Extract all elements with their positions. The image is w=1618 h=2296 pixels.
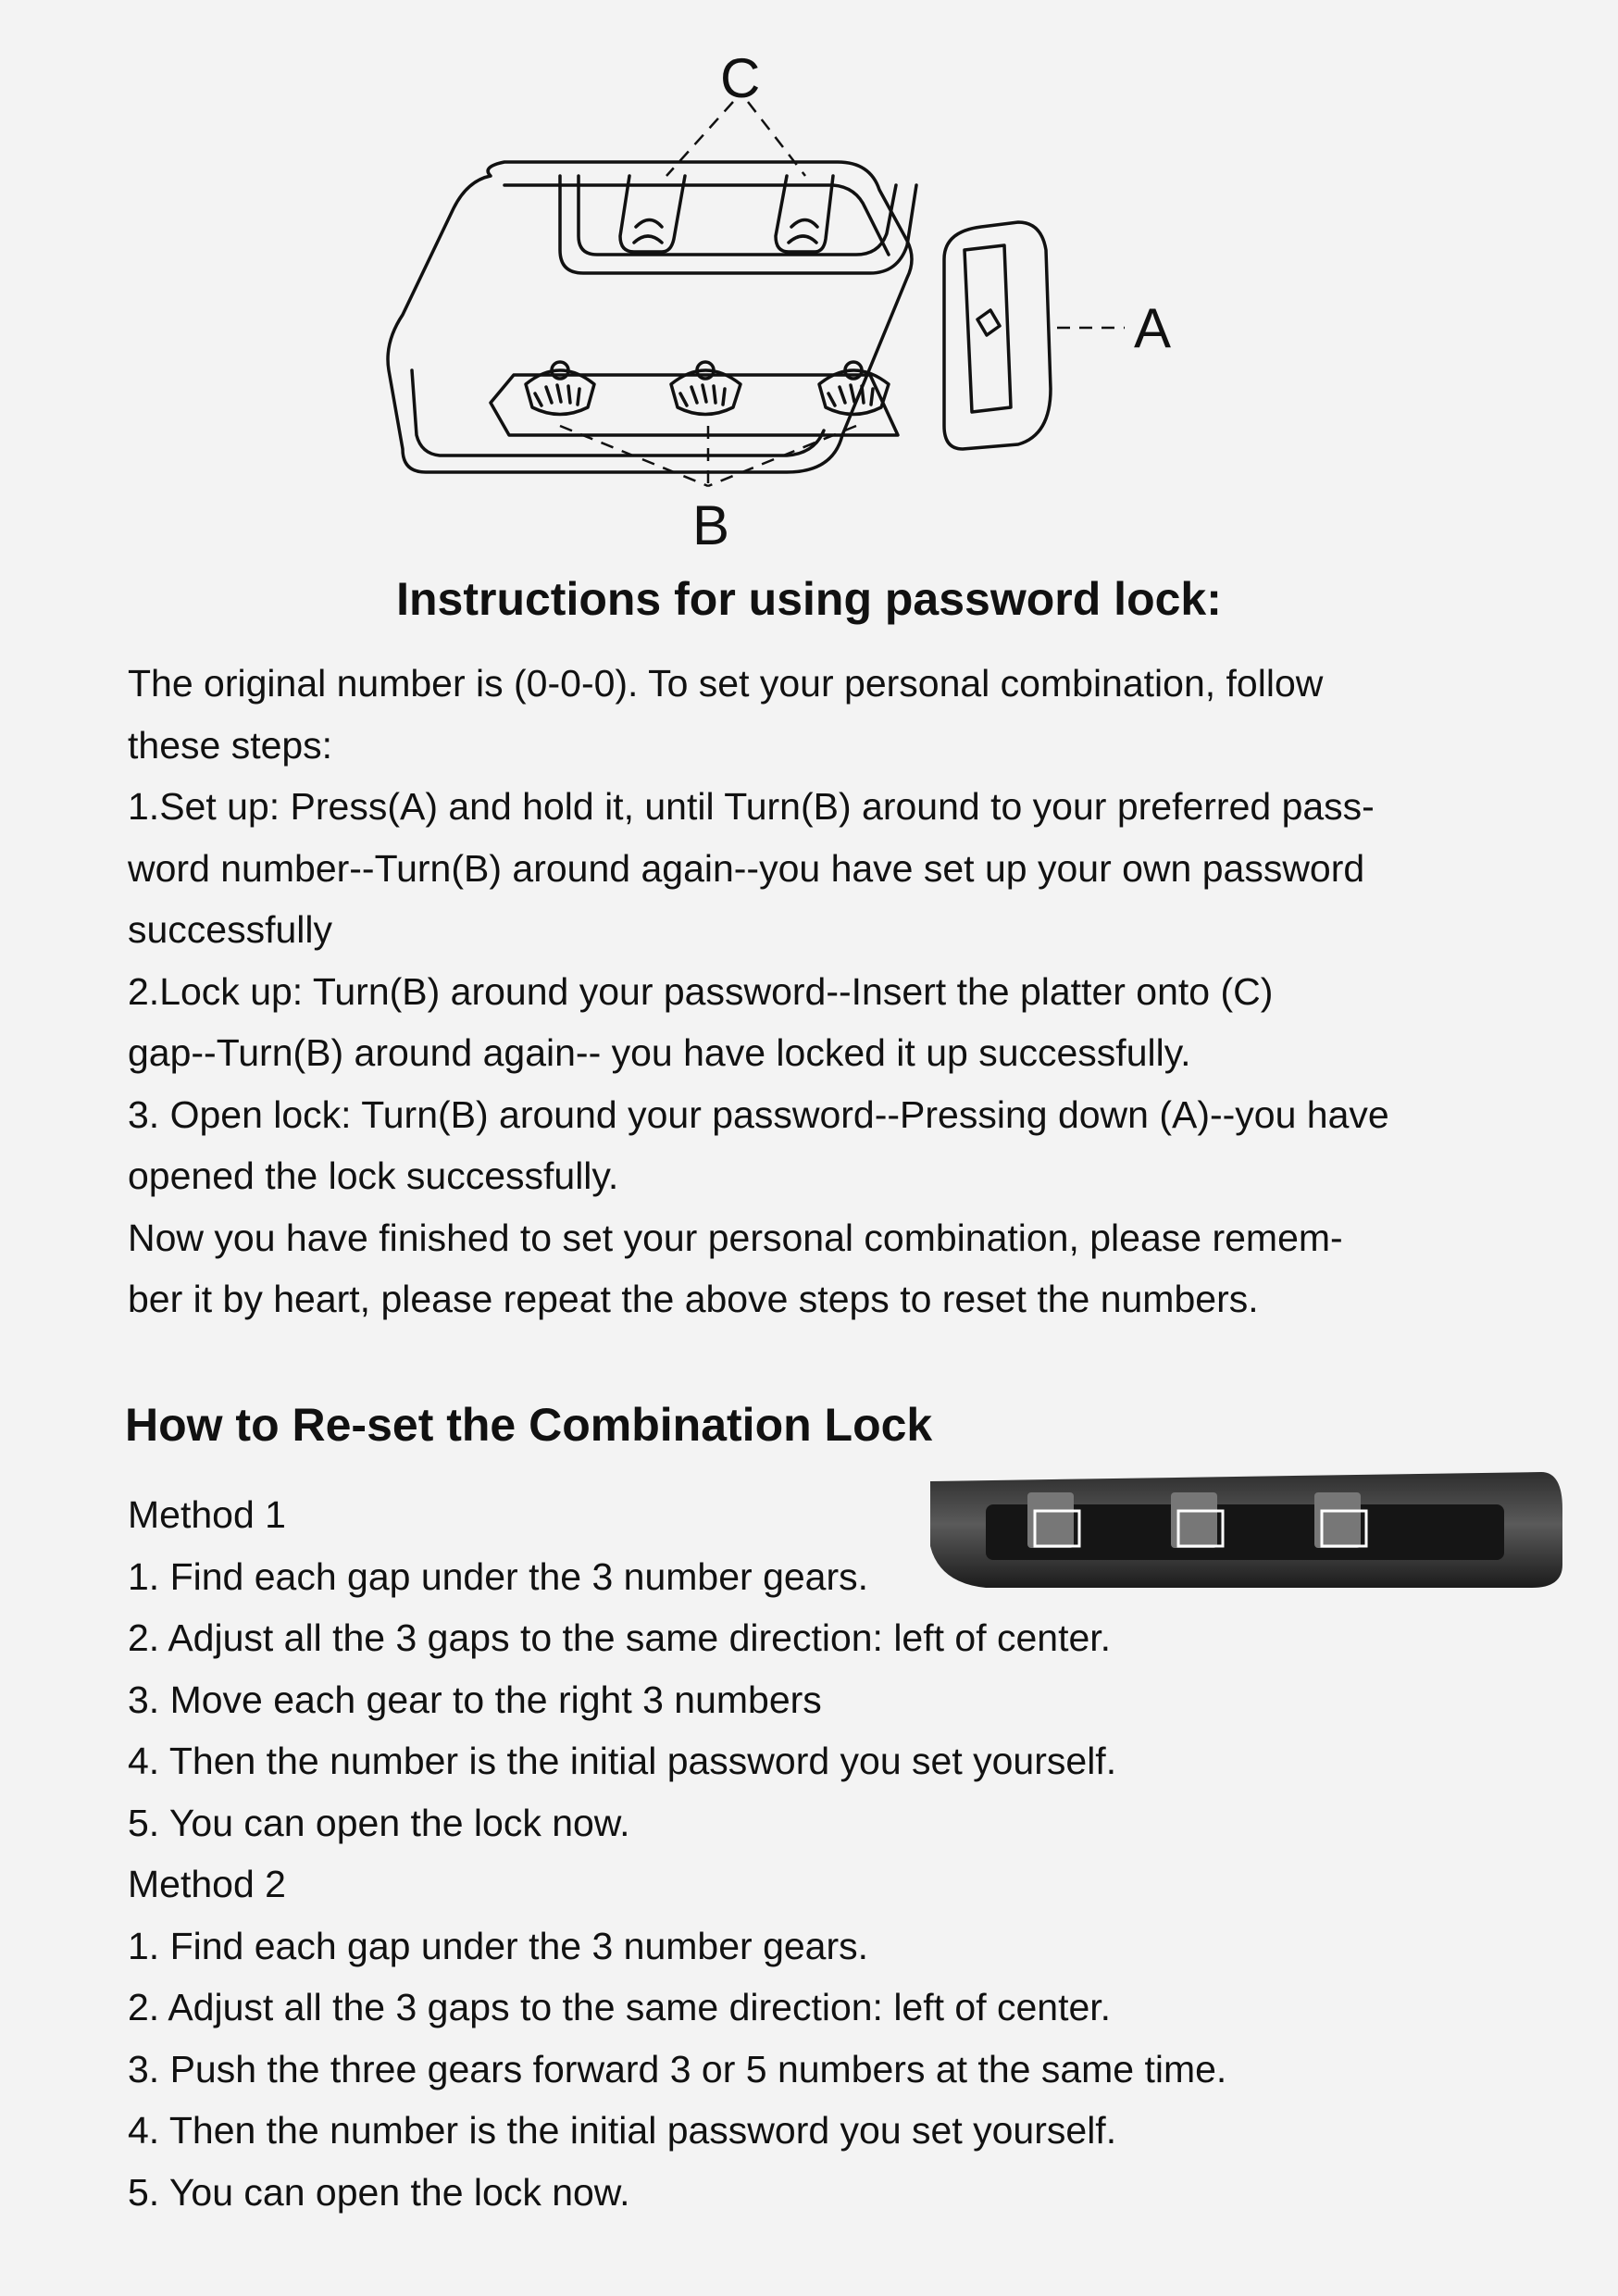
lock-body-outline (388, 162, 912, 472)
label-c: C (720, 47, 761, 109)
method-2-step: 4. Then the number is the initial password you set yourself. (128, 2109, 1117, 2152)
leader-c-right (748, 102, 805, 176)
leader-c-left (666, 102, 733, 176)
slot-right (776, 176, 833, 252)
instruction-line: gap--Turn(B) around again-- you have locked it up successfully. (128, 1031, 1191, 1074)
method-2-step: 5. You can open the lock now. (128, 2170, 630, 2214)
method-2-title: Method 2 (128, 1863, 286, 1905)
lock-diagram (352, 37, 1185, 565)
instruction-line: ber it by heart, please repeat the above steps to reset the numbers. (128, 1278, 1259, 1320)
gear-center (671, 362, 741, 415)
slot-left (620, 176, 685, 252)
label-a: A (1134, 297, 1172, 359)
instruction-line: these steps: (128, 723, 333, 767)
method-2-step: 3. Push the three gears forward 3 or 5 numbers at the same time. (128, 2047, 1227, 2090)
method-1-step: 2. Adjust all the 3 gaps to the same direction: left of center. (128, 1616, 1112, 1659)
instructions-text (128, 653, 1535, 1330)
instruction-line: 2.Lock up: Turn(B) around your password--Insert the platter onto (C) (128, 969, 1274, 1013)
reset-methods (128, 1484, 1535, 2223)
gear-window (491, 375, 898, 435)
method-1-step: 3. Move each gear to the right 3 numbers (128, 1678, 822, 1721)
instruction-line: 1.Set up: Press(A) and hold it, until Turn(B) around to your preferred pass- (128, 785, 1375, 828)
instruction-line: The original number is (0-0-0). To set your personal combination, follow (128, 662, 1324, 705)
page-title: Instructions for using password lock: (396, 573, 1222, 625)
instruction-line: successfully (128, 908, 333, 951)
method-2-step: 1. Find each gap under the 3 number gears. (128, 1924, 869, 1967)
instruction-line: opened the lock successfully. (128, 1154, 619, 1197)
gear-left (526, 362, 594, 415)
label-b: B (692, 494, 730, 556)
instruction-line: Now you have finished to set your personal combination, please remem- (128, 1216, 1343, 1259)
method-1-step: 1. Find each gap under the 3 number gears. (128, 1554, 869, 1598)
instruction-line: 3. Open lock: Turn(B) around your password--Pressing down (A)--you have (128, 1092, 1389, 1136)
method-2-step: 2. Adjust all the 3 gaps to the same direction: left of center. (128, 1986, 1112, 2028)
method-1-step: 5. You can open the lock now. (128, 1801, 630, 1844)
reset-heading: How to Re-set the Combination Lock (125, 1399, 933, 1451)
method-1-step: 4. Then the number is the initial password you set yourself. (128, 1740, 1117, 1782)
instruction-line: word number--Turn(B) around again--you have set up your own password (128, 846, 1365, 890)
method-1-title: Method 1 (128, 1493, 286, 1536)
shackle-channel (560, 176, 916, 273)
button-a (944, 222, 1051, 449)
